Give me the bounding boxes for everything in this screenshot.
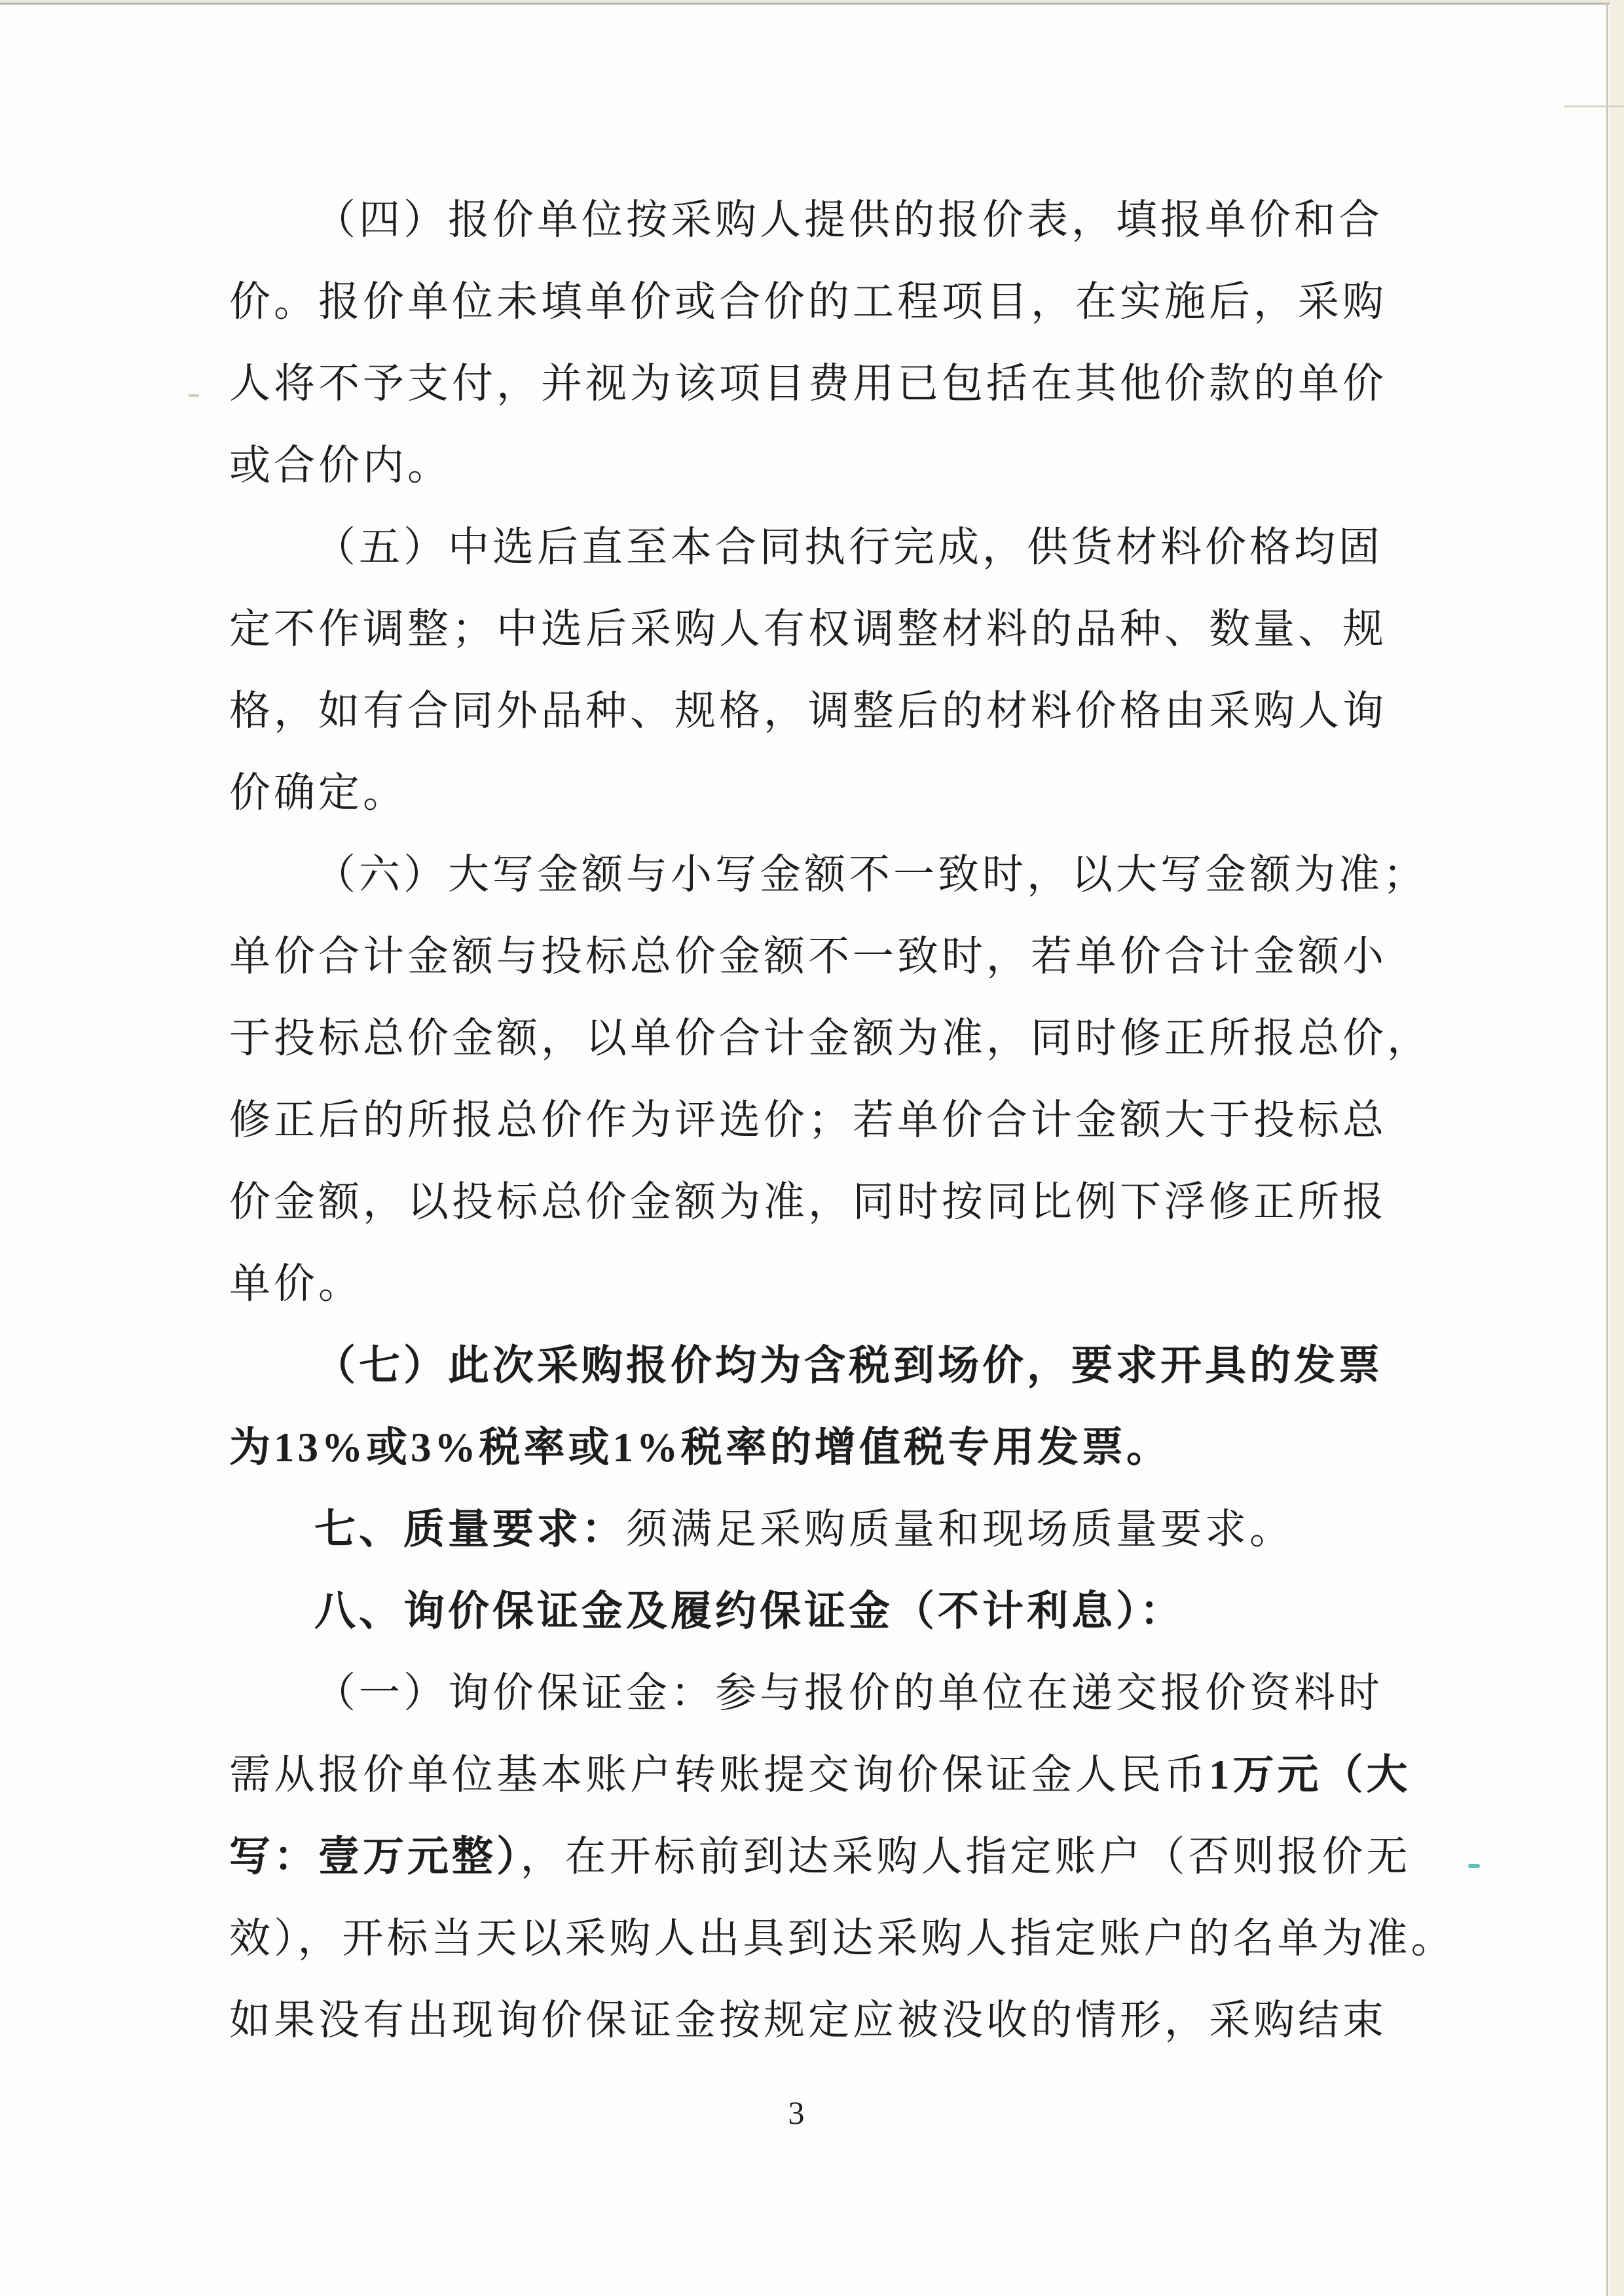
amount-text: 1万元（大 [1209,1752,1411,1798]
text-line [229,998,1431,1080]
text-line [229,1325,1421,1407]
line-text: 价。报价单位未填单价或合价的工程项目，在实施后，采购 [229,279,1387,325]
text-line [229,1816,1421,1898]
text-line [229,425,1421,507]
line-text: （一）询价保证金：参与报价的单位在递交报价资料时 [314,1670,1383,1716]
line-text: 单价。 [229,1261,363,1307]
line-text: （五）中选后直至本合同执行完成，供货材料价格均固 [314,524,1383,570]
text-line [229,507,1421,589]
text-line [229,589,1421,670]
line-text: 如果没有出现询价保证金按规定应被没收的情形，采购结束 [229,1997,1387,2043]
text-line [229,1898,1456,1980]
text-line [229,670,1421,752]
scan-gray-dash [189,394,199,397]
line-text: （四）报价单位按采购人提供的报价表，填报单价和合 [314,197,1383,243]
scan-page-edge-line [1606,3,1608,2296]
line-text: 为13%或3%税率或1%税率的增值税专用发票。 [229,1425,1171,1470]
scan-horizontal-artifact [1564,105,1624,107]
text-line [229,1161,1421,1243]
amount-text: 写：壹万元整） [229,1834,521,1880]
line-text: 单价合计金额与投标总价金额不一致时，若单价合计金额小 [229,934,1387,979]
text-line [229,834,1428,916]
text-line [229,1080,1421,1161]
line-text: 或合价内。 [229,443,452,488]
page-number: 3 [788,2094,805,2131]
scan-right-margin-strip [1610,0,1624,2296]
scan-top-edge-line [0,0,1624,5]
line-text: 人将不予支付，并视为该项目费用已包括在其他价款的单价 [229,361,1387,407]
text-line [229,261,1421,343]
line-text: ，在开标前到达采购人指定账户（否则报价无 [520,1834,1411,1880]
text-line [229,1652,1421,1734]
text-line [229,1980,1421,2062]
text-line [229,1243,1421,1325]
text-line-heading-deposit [229,1571,1421,1652]
text-line [229,752,1421,834]
scan-teal-mark [1468,1864,1480,1868]
text-line [229,916,1421,998]
line-text: 价金额，以投标总价金额为准，同时按同比例下浮修正所报 [229,1179,1387,1225]
text-line-heading-quality [229,1489,1421,1571]
line-text: （七）此次采购报价均为含税到场价，要求开具的发票 [314,1343,1383,1389]
line-text: 效），开标当天以采购人出具到达采购人指定账户的名单为准。 [229,1916,1456,1961]
line-text: （六）大写金额与小写金额不一致时，以大写金额为准； [314,852,1428,898]
line-text: 须满足采购质量和现场质量要求。 [626,1506,1294,1552]
line-text: 定不作调整；中选后采购人有权调整材料的品种、数量、规 [229,606,1387,652]
document-body [229,179,1456,2062]
heading-label: 七、质量要求： [314,1506,626,1552]
line-text: 需从报价单位基本账户转账提交询价保证金人民币 [229,1752,1209,1798]
text-line [229,1407,1421,1489]
line-text: 价确定。 [229,770,407,816]
line-text: 修正后的所报总价作为评选价；若单价合计金额大于投标总 [229,1097,1387,1143]
line-text: 于投标总价金额，以单价合计金额为准，同时修正所报总价， [229,1015,1431,1061]
text-line [229,179,1421,261]
text-line [229,1734,1421,1816]
heading-label: 八、询价保证金及履约保证金（不计利息）： [314,1588,1185,1634]
text-line [229,343,1421,425]
line-text: 格，如有合同外品种、规格，调整后的材料价格由采购人询 [229,688,1387,734]
